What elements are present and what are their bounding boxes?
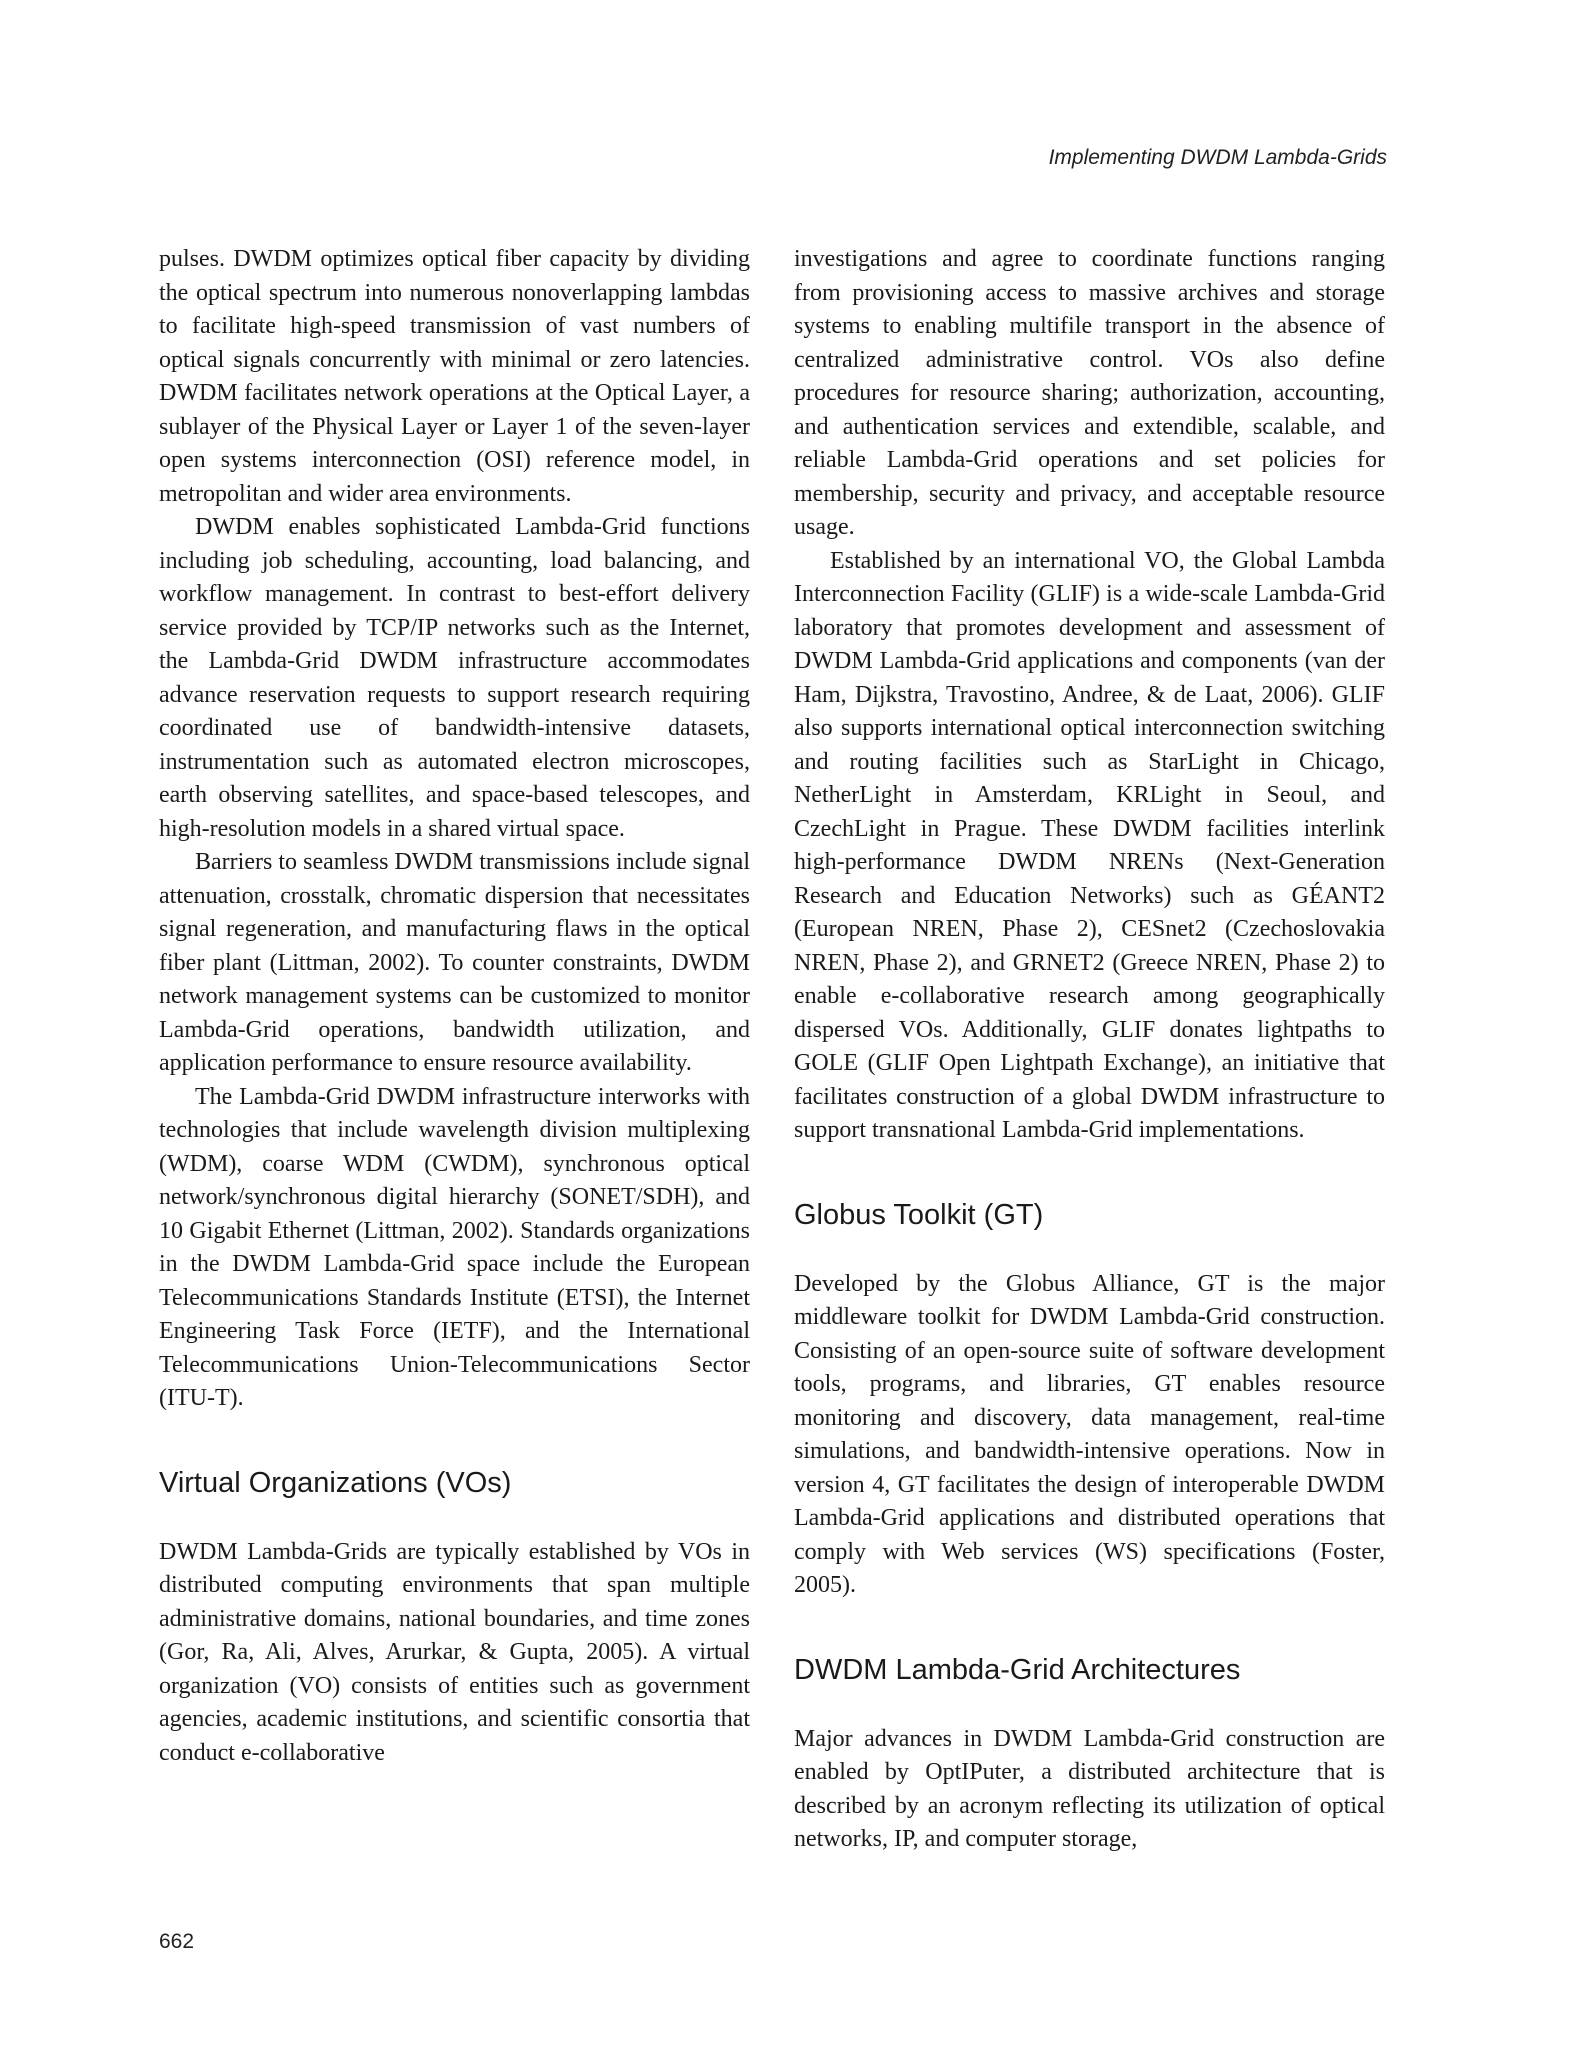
- section-heading-globus-toolkit: Globus Toolkit (GT): [794, 1198, 1044, 1231]
- page-number: 662: [159, 1930, 195, 1953]
- paragraph: Established by an international VO, the Global Lambda Interconnection Facility (GLIF) is a wide-scale Lambda-Grid laboratory that promotes development and assessment of DWDM Lambda-Grid applications and components (van der Ham, Dijkstra, Travostino, Andree, & de Laat, 2006). GLIF also supports international optical interconnection switching and routing facilities such as StarLight in Chicago, NetherLight in Amsterdam, KRLight in Seoul, and CzechLight in Prague. These DWDM facilities interlink high-performance DWDM NRENs (Next-Generation Research and Education Networks) such as GÉANT2 (European NREN, Phase 2), CESnet2 (Czechoslovakia NREN, Phase 2), and GRNET2 (Greece NREN, Phase 2) to enable e-collaborative research among geographically dispersed VOs. Additionally, GLIF donates lightpaths to GOLE (GLIF Open Lightpath Exchange), an initiative that facilitates construction of a global DWDM infrastructure to support transnational Lambda-Grid implementations.: [794, 547, 1385, 1143]
- paragraph: DWDM Lambda-Grids are typically established by VOs in distributed computing environments that span multiple administrative domains, national boundaries, and time zones (Gor, Ra, Ali, Alves, Arurkar, & Gupta, 2005). A virtual organization (VO) consists of entities such as government agencies, academic institutions, and scientific consortia that conduct e-collaborative: [159, 1538, 750, 1766]
- right-column: [794, 243, 1385, 1857]
- section-heading-lambda-grid-architectures: DWDM Lambda-Grid Architectures: [794, 1653, 1241, 1686]
- paragraph: Major advances in DWDM Lambda-Grid construction are enabled by OptIPuter, a distributed architecture that is described by an acronym reflecting its utilization of optical networks, IP, and computer storage,: [794, 1725, 1385, 1852]
- running-header: Implementing DWDM Lambda-Grids: [1048, 146, 1387, 169]
- paragraph: DWDM enables sophisticated Lambda-Grid functions including job scheduling, accounting, load balancing, and workflow management. In contrast to best-effort delivery service provided by TCP/IP networks such as the Internet, the Lambda-Grid DWDM infrastructure accommodates advance reservation requests to support research requiring coordinated use of bandwidth-intensive datasets, instrumentation such as automated electron microscopes, earth observing satellites, and space-based telescopes, and high-resolution models in a shared virtual space.: [159, 514, 750, 842]
- paragraph: The Lambda-Grid DWDM infrastructure interworks with technologies that include wavelength division multiplexing (WDM), coarse WDM (CWDM), synchronous optical network/synchronous digital hierarchy (SONET/SDH), and 10 Gigabit Ethernet (Littman, 2002). Standards organizations in the DWDM Lambda-Grid space include the European Telecommunications Standards Institute (ETSI), the Internet Engineering Task Force (IETF), and the International Telecommunications Union-Telecommunications Sector (ITU-T).: [159, 1083, 750, 1411]
- paragraph: pulses. DWDM optimizes optical fiber capacity by dividing the optical spectrum into numerous nonoverlapping lambdas to facilitate high-speed transmission of vast numbers of optical signals concurrently with minimal or zero latencies. DWDM facilitates network operations at the Optical Layer, a sublayer of the Physical Layer or Layer 1 of the seven-layer open systems interconnection (OSI) reference model, in metropolitan and wider area environments.: [159, 246, 750, 507]
- paragraph: investigations and agree to coordinate functions ranging from provisioning access to massive archives and storage systems to enabling multifile transport in the absence of centralized administrative control. VOs also define procedures for resource sharing; authorization, accounting, and authentication services and extendible, scalable, and reliable Lambda-Grid operations and set policies for membership, security and privacy, and acceptable resource usage.: [794, 246, 1385, 540]
- paragraph: Developed by the Globus Alliance, GT is the major middleware toolkit for DWDM Lambda-Grid construction. Consisting of an open-source suite of software development tools, programs, and libraries, GT enables resource monitoring and discovery, data management, real-time simulations, and bandwidth-intensive operations. Now in version 4, GT facilitates the design of interoperable DWDM Lambda-Grid applications and distributed operations that comply with Web services (WS) specifications (Foster, 2005).: [794, 1270, 1385, 1598]
- left-column: [159, 243, 750, 1770]
- section-heading-virtual-organizations: Virtual Organizations (VOs): [159, 1466, 512, 1499]
- paragraph: Barriers to seamless DWDM transmissions include signal attenuation, crosstalk, chromatic dispersion that necessitates signal regeneration, and manufacturing flaws in the optical fiber plant (Littman, 2002). To counter constraints, DWDM network management systems can be customized to monitor Lambda-Grid operations, bandwidth utilization, and application performance to ensure resource availability.: [159, 849, 750, 1076]
